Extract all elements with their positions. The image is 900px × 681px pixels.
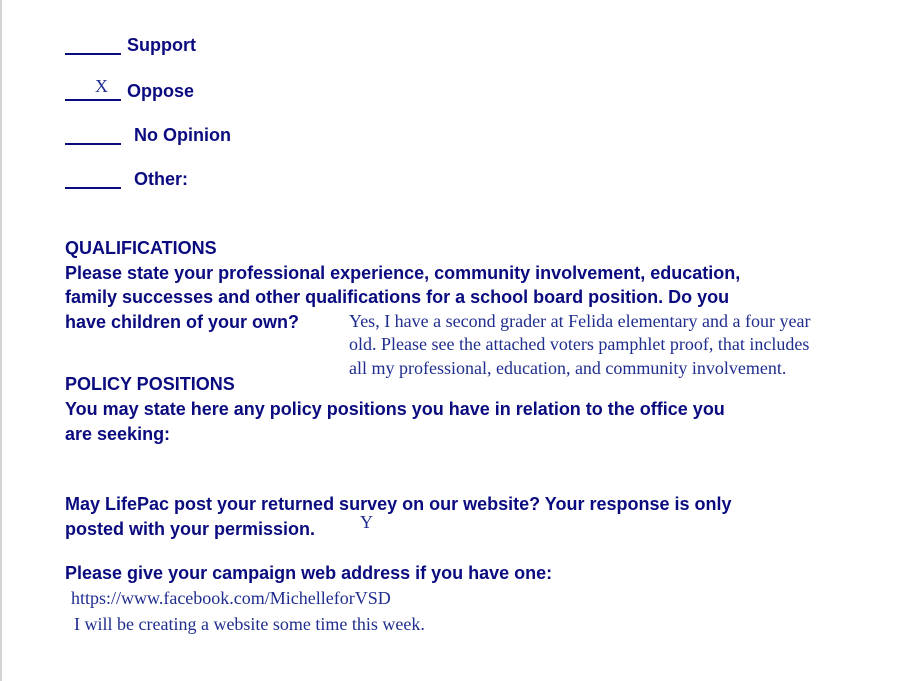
website-question: Please give your campaign web address if you have one: [65,563,553,583]
support-blank[interactable] [65,53,121,55]
oppose-mark: X [95,76,108,96]
qualifications-answer-line2: old. Please see the attached voters pamphlet proof, that includes [349,334,810,354]
policy-heading: POLICY POSITIONS [65,374,235,394]
no-opinion-blank[interactable] [65,143,121,145]
qualifications-heading: QUALIFICATIONS [65,238,217,258]
other-label: Other: [134,169,188,189]
qualifications-answer-line3: all my professional, education, and community involvement. [349,358,787,378]
permission-question-line1: May LifePac post your returned survey on our website? Your response is only [65,494,732,514]
policy-question-line2: are seeking: [65,424,171,444]
permission-answer: Y [360,512,373,532]
oppose-label: Oppose [127,81,195,101]
other-blank[interactable] [65,187,121,189]
qualifications-question-line1: Please state your professional experience, community involvement, education, [65,263,741,283]
qualifications-answer-line1: Yes, I have a second grader at Felida elementary and a four year [349,311,811,331]
support-label: Support [127,35,196,55]
qualifications-question-line2: family successes and other qualifications for a school board position. Do you [65,287,730,307]
page-edge [0,0,2,681]
oppose-blank[interactable] [65,99,121,101]
qualifications-question-line3: have children of your own? [65,312,300,332]
no-opinion-label: No Opinion [134,125,231,145]
website-answer-line1: https://www.facebook.com/MichelleforVSD [71,588,391,608]
policy-question-line1: You may state here any policy positions you have in relation to the office you [65,399,725,419]
website-answer-line2: I will be creating a website some time this week. [74,614,425,634]
permission-question-line2: posted with your permission. [65,519,316,539]
